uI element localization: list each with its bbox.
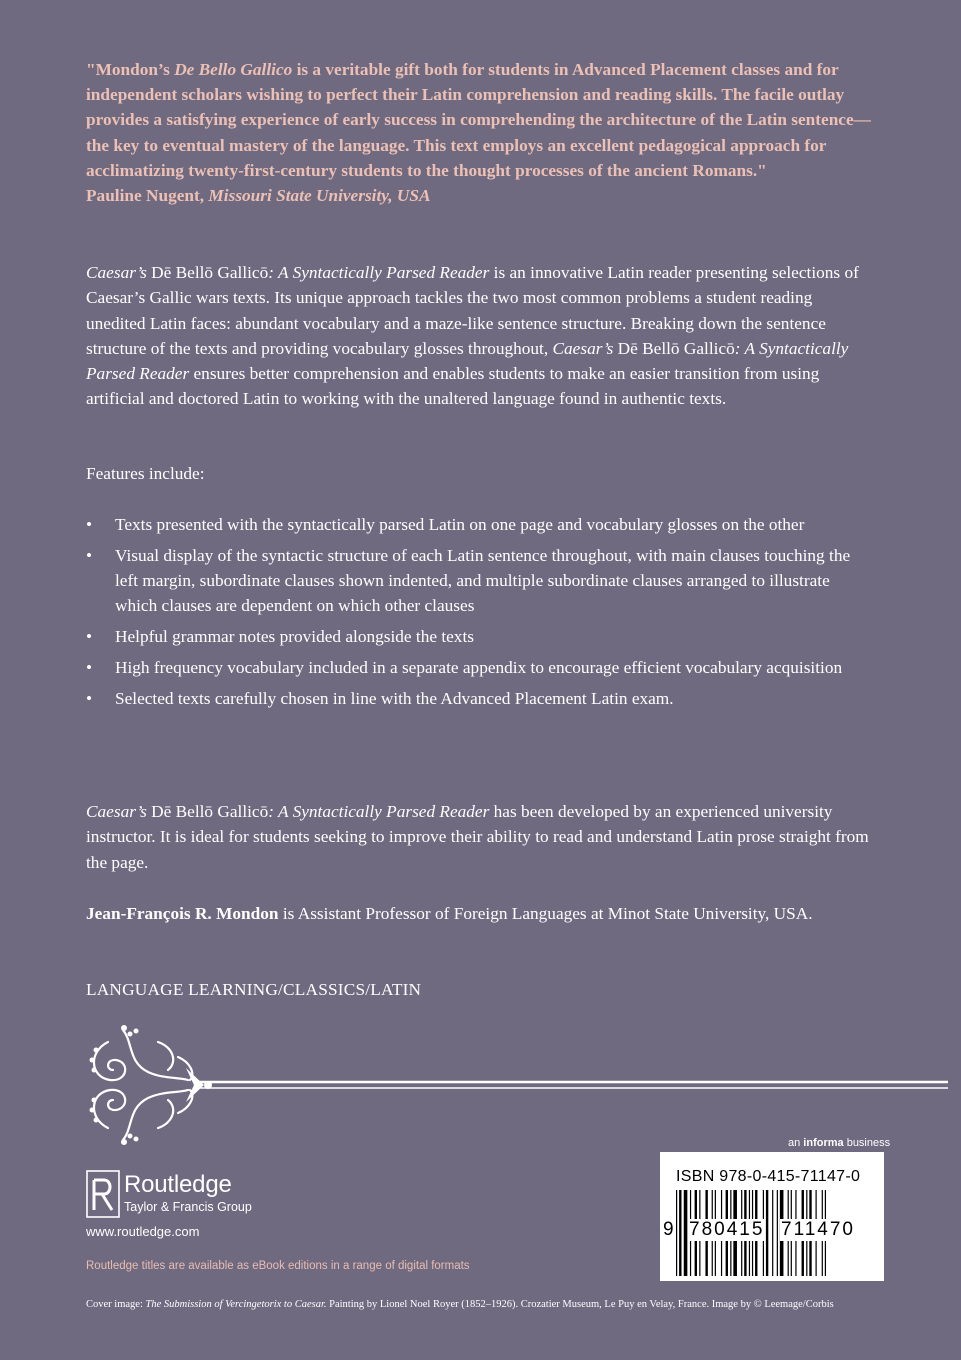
author-bio: Jean-François R. Mondon is Assistant Professor of Foreign Languages at Minot State University, USA. xyxy=(86,904,813,923)
author-name: Jean-François R. Mondon xyxy=(86,904,279,923)
features-list xyxy=(86,512,876,717)
feature-item: • Helpful grammar notes provided alongside the texts xyxy=(86,624,876,649)
publisher-name: Routledge xyxy=(124,1171,232,1198)
routledge-logo-icon xyxy=(86,1170,120,1218)
features-heading: Features include: xyxy=(86,464,205,483)
quote-attribution: Pauline Nugent, Missouri State University, USA xyxy=(86,186,431,206)
feature-item: • High frequency vocabulary included in a separate appendix to encourage efficient vocabulary acquisition xyxy=(86,655,876,680)
feature-item: • Selected texts carefully chosen in line with the Advanced Placement Latin exam. xyxy=(86,686,876,711)
quote-book-title: De Bello Gallico xyxy=(174,60,293,79)
isbn-barcode xyxy=(660,1152,884,1281)
isbn-digits-left: 780415 xyxy=(689,1219,765,1240)
publisher-group: Taylor & Francis Group xyxy=(124,1200,252,1214)
subject-category: LANGUAGE LEARNING/CLASSICS/LATIN xyxy=(86,980,422,999)
isbn-digit-first: 9 xyxy=(663,1219,674,1240)
isbn-digits-right: 711470 xyxy=(781,1219,855,1240)
book-summary: Caesar’s Dē Bellō Gallicō: A Syntactically Parsed Reader has been developed by an experienced university instructor. It is ideal for students seeking to improve their ability to read and understand Latin prose straight from the page. xyxy=(86,802,869,872)
feature-item: • Texts presented with the syntactically parsed Latin on one page and vocabulary glosses on the other xyxy=(86,512,876,537)
publisher-url[interactable]: www.routledge.com xyxy=(86,1224,200,1239)
isbn-label: ISBN 978-0-415-71147-0 xyxy=(676,1168,861,1185)
ebook-note: Routledge titles are available as eBook editions in a range of digital formats xyxy=(86,1260,470,1272)
cover-credit: Cover image: The Submission of Vercingetorix to Caesar. Painting by Lionel Noel Royer (1852–1926). Crozatier Museum, Le Puy en Velay, France. Image by © Leemage/Corbis xyxy=(86,1299,834,1310)
feature-item: • Visual display of the syntactic structure of each Latin sentence throughout, with main clauses touching the left margin, subordinate clauses shown indented, and multiple subordinate clauses arranged to illustrate which clauses are dependent on which other clauses xyxy=(86,543,876,619)
endorsement-quote: "Mondon’s De Bello Gallico is a veritable gift both for students in Advanced Placement classes and for independent scholars wishing to perfect their Latin comprehension and reading skills. The facile outlay provides a satisfying experience of early success in comprehending the architecture of the Latin sentence—the key to eventual mastery of the language. This text employs an excellent pedagogical approach for acclimatizing twenty-first-century students to the thought processes of the ancient Romans." Pauline Nugent, Missouri State University, USA xyxy=(86,57,886,208)
informa-tagline: an informa business xyxy=(788,1137,891,1149)
flourish-divider-icon xyxy=(78,1022,948,1152)
book-description: Caesar’s Dē Bellō Gallicō: A Syntactically Parsed Reader is an innovative Latin reader presenting selections of Caesar’s Gallic wars texts. Its unique approach tackles the two most common problems a student reading unedited Latin faces: abundant vocabulary and a maze-like sentence structure. Breaking down the sentence structure of the texts and providing vocabulary glosses throughout, Caesar’s Dē Bellō Gallicō: A Syntactically Parsed Reader ensures better comprehension and enables students to make an easier transition from using artificial and doctored Latin to working with the unaltered language found in authentic texts. xyxy=(86,263,859,409)
